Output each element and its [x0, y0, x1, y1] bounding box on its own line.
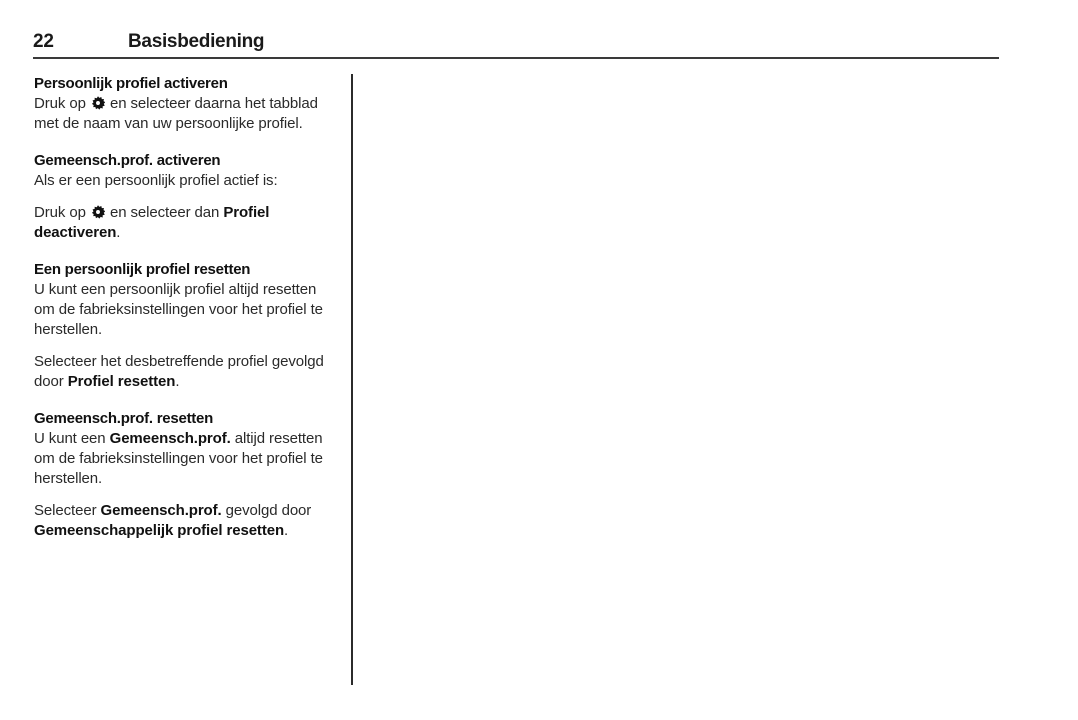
paragraph: Selecteer Gemeensch.prof. gevolgd door Gemeenschappelijk profiel resetten.	[34, 502, 312, 539]
paragraph: Druk op en selecteer dan Profiel deactiveren.	[34, 204, 270, 241]
emphasis-term: Profiel deactiveren	[34, 204, 270, 241]
content-section	[34, 409, 334, 541]
header-rule	[33, 57, 999, 59]
page-header	[33, 31, 999, 53]
gear-icon	[91, 96, 105, 110]
paragraph: Selecteer het desbetreffende profiel gevolgd door Profiel resetten.	[34, 353, 324, 390]
column-divider	[351, 74, 353, 685]
section-heading: Persoonlijk profiel activeren	[34, 75, 228, 92]
emphasis-term: Profiel resetten	[67, 373, 176, 390]
paragraph: U kunt een Gemeensch.prof. altijd resetten om de fabrieksinstellingen voor het profiel te herstellen.	[34, 430, 323, 487]
left-text-column	[34, 74, 334, 541]
paragraph: Als er een persoonlijk profiel actief is:	[34, 172, 278, 189]
section-heading: Gemeensch.prof. activeren	[34, 152, 221, 169]
section-heading: Een persoonlijk profiel resetten	[34, 261, 251, 278]
section-heading: Gemeensch.prof. resetten	[34, 410, 214, 427]
paragraph: U kunt een persoonlijk profiel altijd resetten om de fabrieksinstellingen voor het profiel te herstellen.	[34, 281, 323, 338]
content-section	[34, 151, 334, 243]
paragraph: Druk op en selecteer daarna het tabblad met de naam van uw persoonlijke profiel.	[34, 95, 318, 132]
page-number: 22	[33, 31, 54, 52]
content-section	[34, 260, 334, 392]
emphasis-term: Gemeensch.prof.	[100, 502, 222, 519]
emphasis-term: Gemeensch.prof.	[109, 430, 231, 447]
content-section	[34, 74, 334, 134]
gear-icon	[91, 205, 105, 219]
emphasis-term: Gemeenschappelijk profiel resetten	[34, 522, 285, 539]
chapter-title: Basisbediening	[128, 31, 265, 52]
